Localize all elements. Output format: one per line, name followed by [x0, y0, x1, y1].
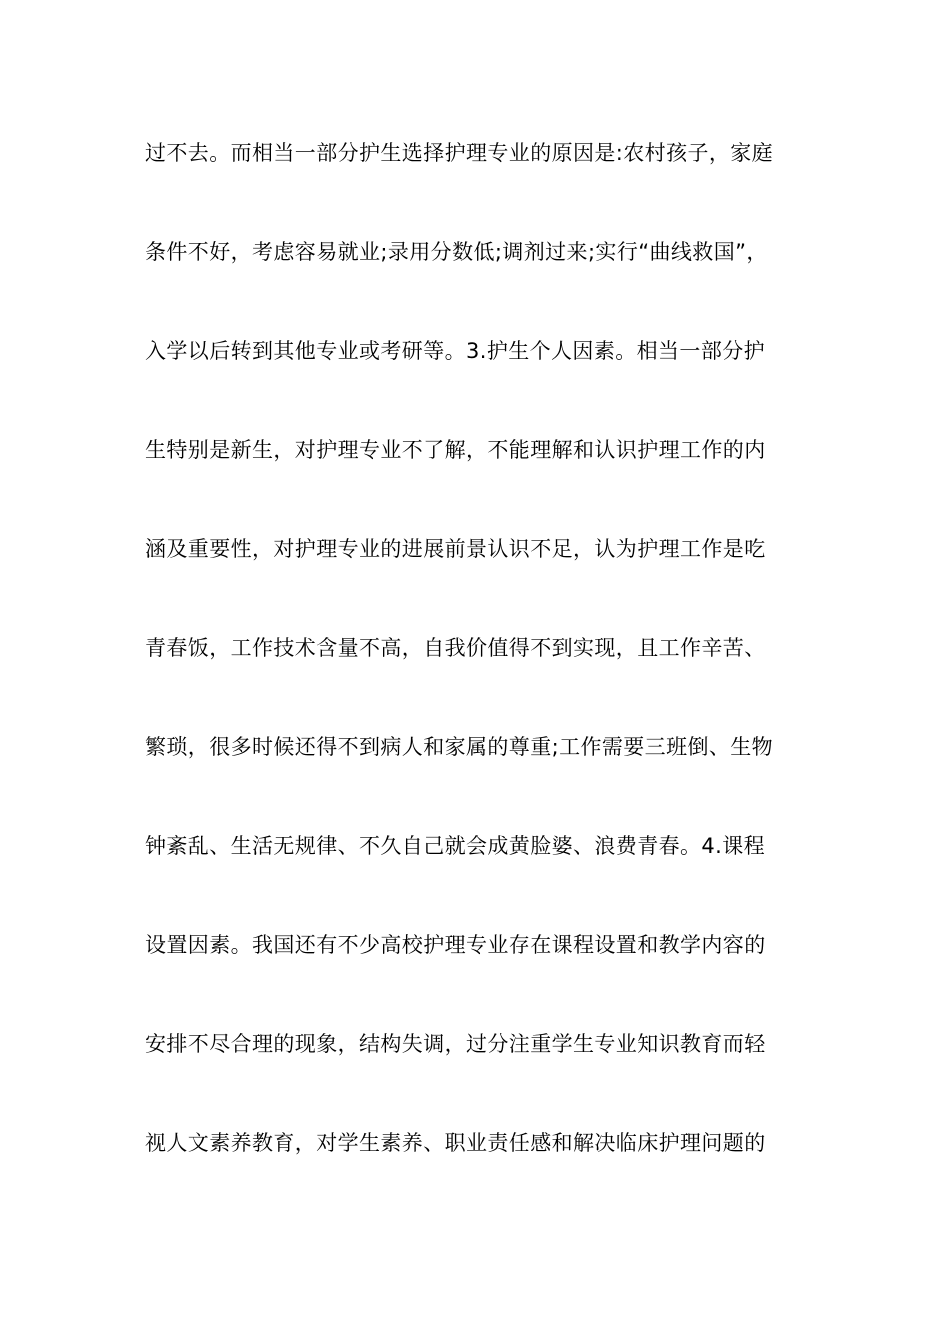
text-line: 青春饭，工作技术含量不高，自我价值得不到实现，且工作辛苦、: [145, 636, 766, 660]
text-line: 入学以后转到其他专业或考研等。3.护生个人因素。相当一部分护: [145, 339, 766, 363]
text-line: 安排不尽合理的现象，结构失调，过分注重学生专业知识教育而轻: [145, 1032, 766, 1056]
text-line: 繁琐，很多时候还得不到病人和家属的尊重;工作需要三班倒、生物: [145, 735, 774, 759]
body-text: [145, 128, 825, 1217]
text-line: 条件不好，考虑容易就业;录用分数低;调剂过来;实行“曲线救国”，: [145, 240, 768, 264]
text-line: 设置因素。我国还有不少高校护理专业存在课程设置和教学内容的: [145, 933, 766, 957]
text-line: 涵及重要性，对护理专业的进展前景认识不足，认为护理工作是吃: [145, 537, 766, 561]
text-line: 过不去。而相当一部分护生选择护理专业的原因是:农村孩子，家庭: [145, 141, 774, 165]
text-line: 生特别是新生，对护理专业不了解，不能理解和认识护理工作的内: [145, 438, 766, 462]
text-line: 钟紊乱、生活无规律、不久自己就会成黄脸婆、浪费青春。4.课程: [145, 834, 766, 858]
text-line: 视人文素养教育，对学生素养、职业责任感和解决临床护理问题的: [145, 1131, 766, 1155]
